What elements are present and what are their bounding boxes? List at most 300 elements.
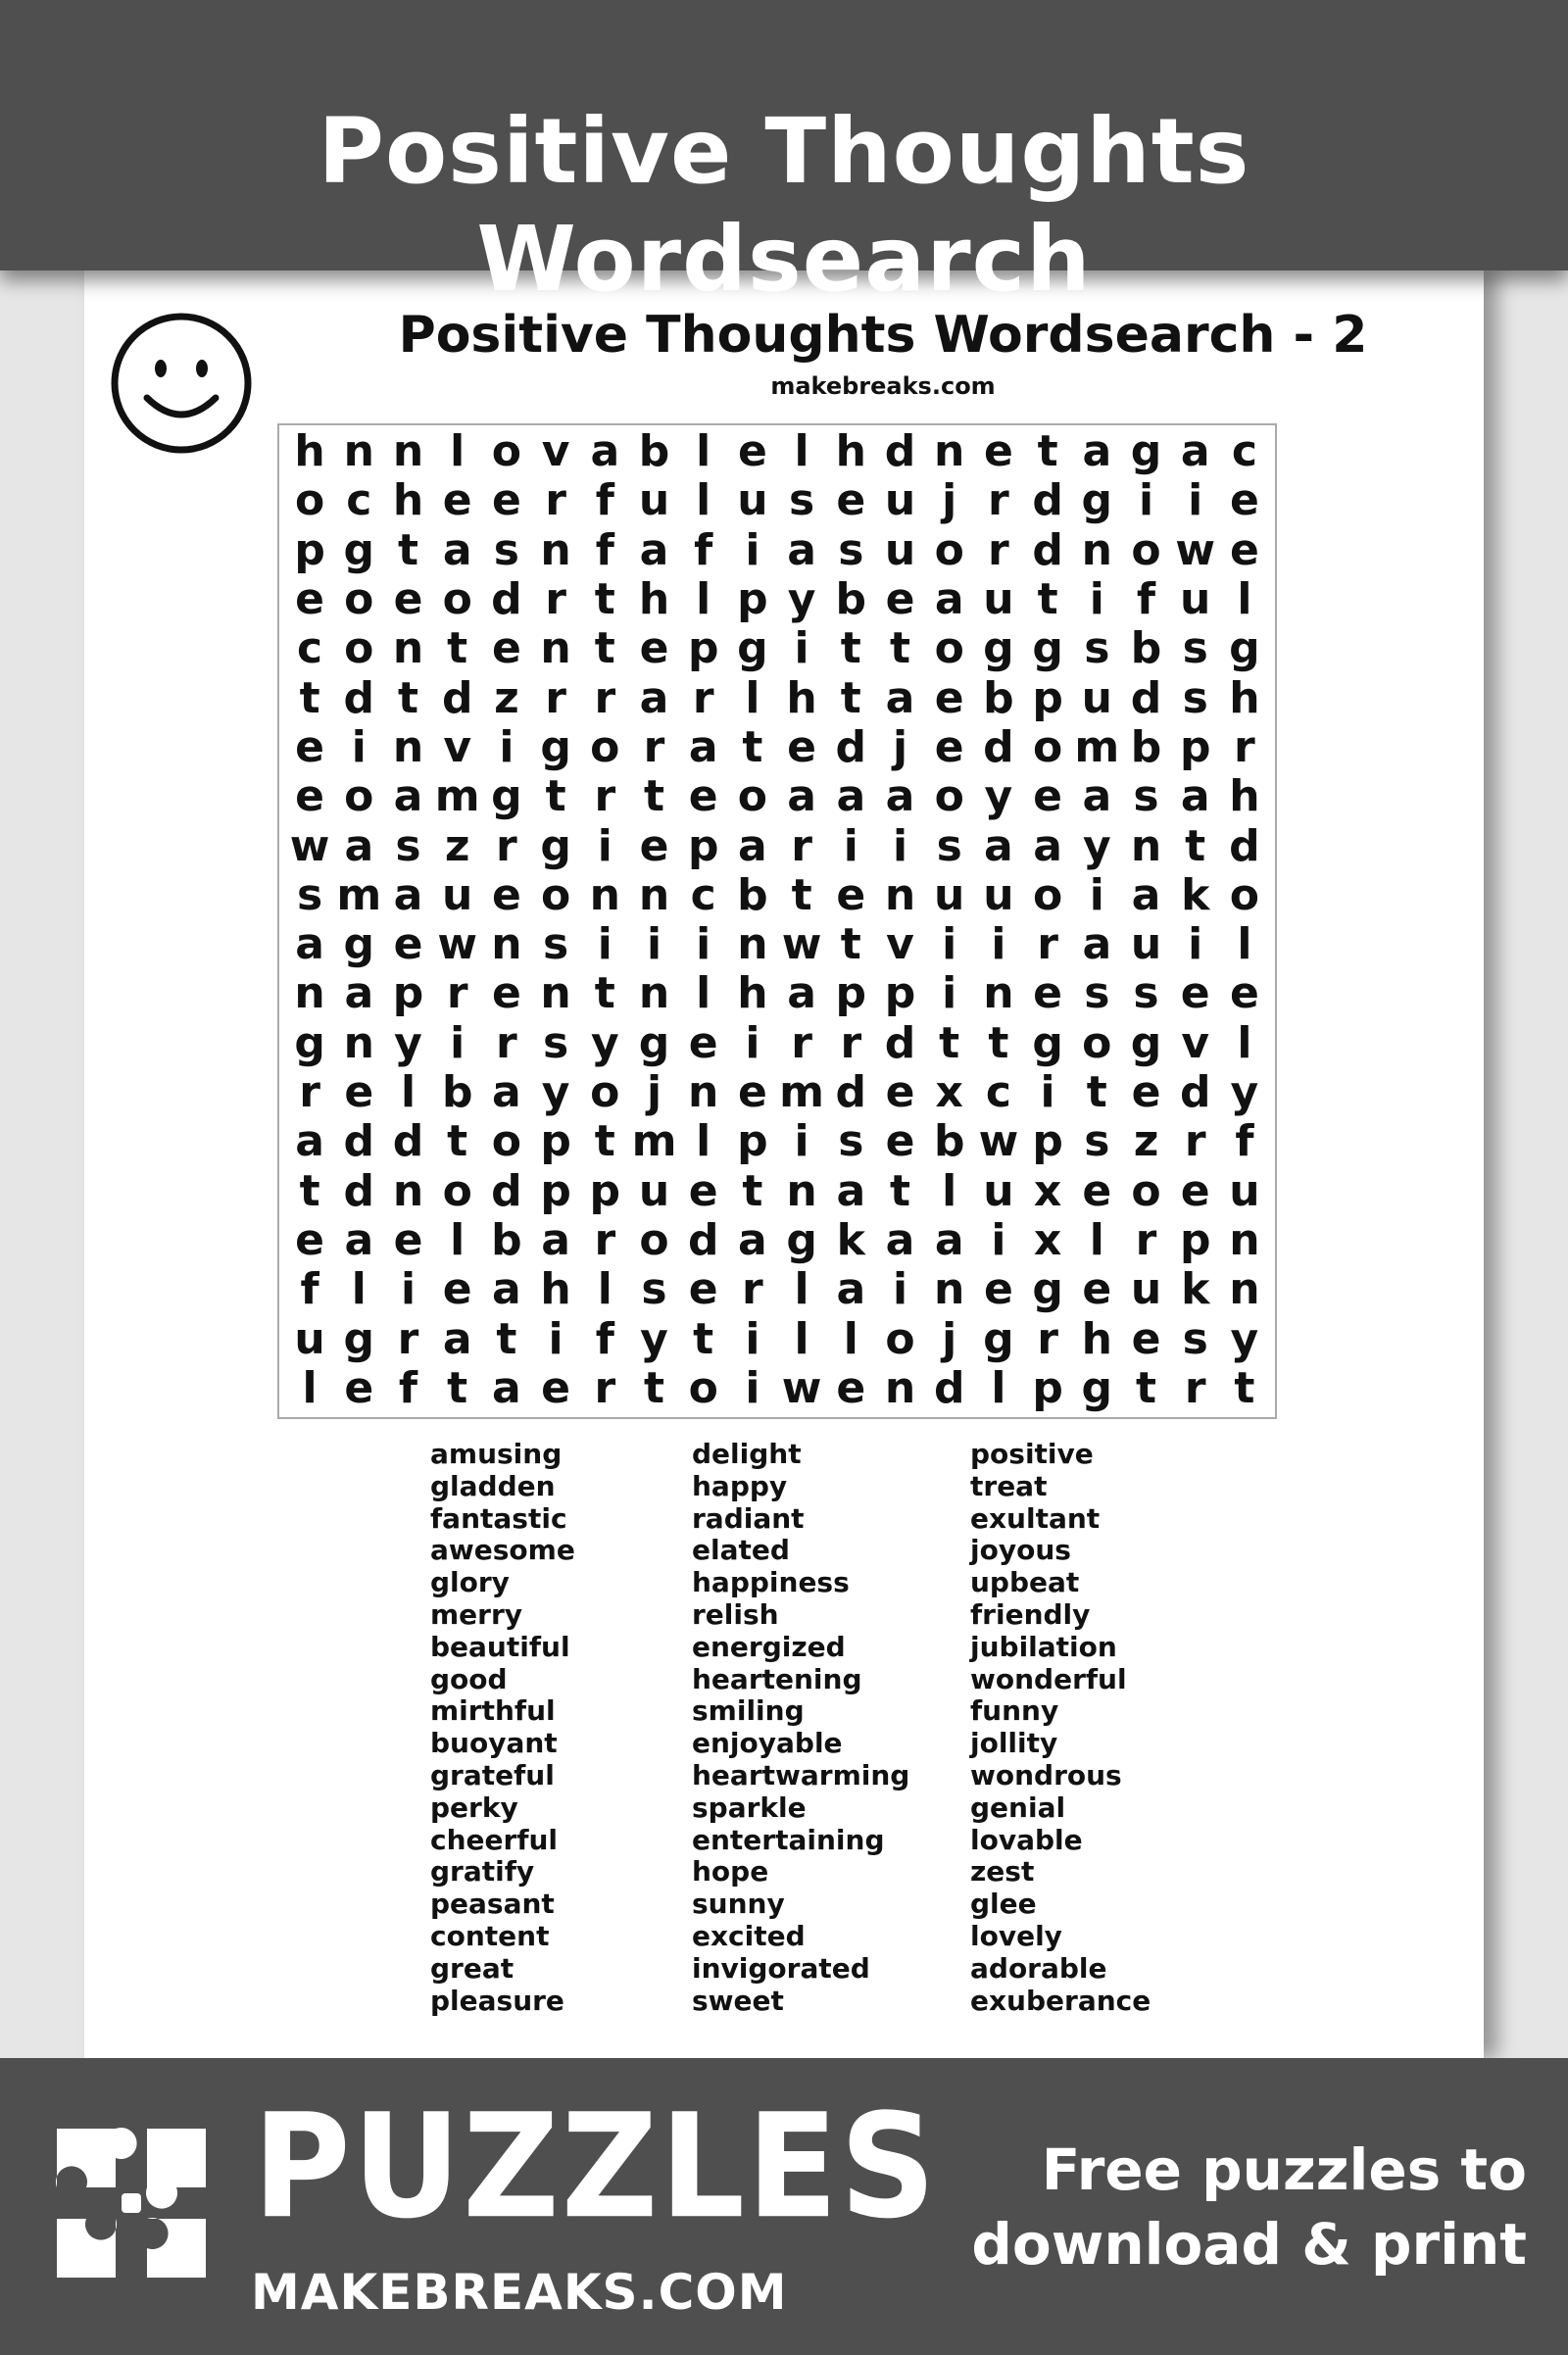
- grid-letter[interactable]: r: [446, 968, 468, 1019]
- grid-letter[interactable]: g: [1130, 426, 1162, 477]
- grid-letter[interactable]: i: [597, 820, 612, 871]
- grid-letter[interactable]: a: [344, 820, 374, 871]
- grid-letter[interactable]: a: [1180, 426, 1210, 477]
- grid-letter[interactable]: t: [643, 1362, 665, 1413]
- grid-letter[interactable]: a: [393, 869, 423, 920]
- grid-letter[interactable]: l: [1089, 1214, 1104, 1265]
- grid-letter[interactable]: x: [1033, 1214, 1062, 1265]
- grid-letter[interactable]: i: [892, 820, 908, 871]
- grid-letter[interactable]: g: [1032, 1264, 1063, 1315]
- grid-letter[interactable]: a: [984, 820, 1013, 871]
- grid-letter[interactable]: c: [985, 1067, 1011, 1118]
- grid-letter[interactable]: o: [344, 623, 374, 674]
- grid-letter[interactable]: d: [884, 426, 916, 477]
- grid-letter[interactable]: a: [492, 1264, 521, 1315]
- grid-letter[interactable]: g: [491, 771, 522, 822]
- grid-letter[interactable]: f: [1235, 1116, 1254, 1167]
- grid-letter[interactable]: g: [983, 1313, 1014, 1364]
- grid-letter[interactable]: h: [294, 426, 325, 477]
- grid-letter[interactable]: h: [638, 574, 670, 625]
- grid-letter[interactable]: e: [1229, 968, 1259, 1019]
- grid-letter[interactable]: r: [594, 1362, 616, 1413]
- grid-letter[interactable]: a: [836, 1165, 866, 1216]
- grid-letter[interactable]: u: [1180, 574, 1211, 625]
- grid-letter[interactable]: i: [942, 968, 957, 1019]
- grid-letter[interactable]: r: [594, 771, 616, 822]
- grid-letter[interactable]: e: [1180, 1165, 1210, 1216]
- grid-letter[interactable]: l: [1237, 574, 1252, 625]
- grid-letter[interactable]: e: [983, 426, 1013, 477]
- grid-letter[interactable]: g: [786, 1214, 817, 1265]
- grid-letter[interactable]: i: [1188, 475, 1203, 526]
- grid-letter[interactable]: a: [442, 524, 472, 575]
- grid-letter[interactable]: s: [1084, 968, 1110, 1019]
- grid-letter[interactable]: v: [886, 919, 914, 970]
- grid-letter[interactable]: h: [1081, 1313, 1112, 1364]
- grid-letter[interactable]: e: [491, 968, 521, 1019]
- grid-letter[interactable]: e: [1131, 1313, 1161, 1364]
- grid-letter[interactable]: a: [295, 1116, 324, 1167]
- grid-letter[interactable]: e: [934, 672, 964, 723]
- grid-letter[interactable]: l: [843, 1313, 858, 1364]
- grid-letter[interactable]: e: [541, 1362, 571, 1413]
- grid-letter[interactable]: y: [787, 574, 816, 625]
- grid-letter[interactable]: e: [1229, 524, 1259, 575]
- grid-letter[interactable]: a: [1180, 771, 1210, 822]
- grid-letter[interactable]: e: [688, 771, 718, 822]
- grid-letter[interactable]: t: [397, 524, 419, 575]
- grid-letter[interactable]: r: [988, 524, 1009, 575]
- grid-letter[interactable]: i: [745, 1313, 760, 1364]
- grid-letter[interactable]: f: [300, 1264, 319, 1315]
- grid-letter[interactable]: r: [594, 672, 616, 723]
- grid-letter[interactable]: e: [393, 574, 423, 625]
- grid-letter[interactable]: t: [299, 672, 320, 723]
- grid-letter[interactable]: c: [1231, 426, 1257, 477]
- grid-letter[interactable]: o: [1082, 1017, 1112, 1068]
- grid-letter[interactable]: p: [1179, 721, 1211, 772]
- grid-letter[interactable]: i: [745, 524, 760, 575]
- grid-letter[interactable]: x: [935, 1067, 963, 1118]
- grid-letter[interactable]: f: [694, 524, 713, 575]
- grid-letter[interactable]: e: [491, 869, 521, 920]
- grid-letter[interactable]: u: [983, 574, 1014, 625]
- grid-letter[interactable]: e: [442, 475, 472, 526]
- grid-letter[interactable]: r: [692, 672, 714, 723]
- grid-letter[interactable]: r: [742, 1264, 763, 1315]
- grid-letter[interactable]: a: [787, 771, 816, 822]
- grid-letter[interactable]: e: [934, 721, 964, 772]
- grid-letter[interactable]: y: [1082, 820, 1111, 871]
- grid-letter[interactable]: o: [885, 1313, 915, 1364]
- grid-letter[interactable]: m: [336, 869, 382, 920]
- grid-letter[interactable]: a: [934, 574, 964, 625]
- grid-letter[interactable]: k: [836, 1214, 865, 1265]
- grid-letter[interactable]: b: [1130, 623, 1162, 674]
- grid-letter[interactable]: n: [934, 1264, 965, 1315]
- grid-letter[interactable]: l: [1237, 1017, 1252, 1068]
- grid-letter[interactable]: f: [595, 1313, 614, 1364]
- grid-letter[interactable]: f: [595, 524, 614, 575]
- grid-letter[interactable]: g: [540, 721, 571, 772]
- grid-letter[interactable]: a: [492, 1067, 521, 1118]
- grid-letter[interactable]: l: [696, 426, 711, 477]
- grid-letter[interactable]: u: [934, 869, 965, 920]
- grid-letter[interactable]: b: [983, 672, 1014, 723]
- grid-letter[interactable]: u: [884, 524, 916, 575]
- grid-letter[interactable]: l: [794, 1313, 809, 1364]
- grid-letter[interactable]: s: [641, 1264, 667, 1315]
- grid-letter[interactable]: n: [884, 869, 916, 920]
- grid-letter[interactable]: e: [836, 869, 866, 920]
- grid-letter[interactable]: p: [392, 968, 424, 1019]
- grid-letter[interactable]: n: [1229, 1264, 1260, 1315]
- grid-letter[interactable]: a: [541, 1214, 570, 1265]
- grid-letter[interactable]: t: [840, 623, 861, 674]
- grid-letter[interactable]: t: [594, 574, 615, 625]
- grid-letter[interactable]: r: [545, 475, 566, 526]
- grid-letter[interactable]: t: [791, 869, 812, 920]
- grid-letter[interactable]: t: [1185, 820, 1206, 871]
- grid-letter[interactable]: n: [983, 968, 1014, 1019]
- grid-letter[interactable]: a: [885, 771, 915, 822]
- grid-letter[interactable]: i: [843, 820, 858, 871]
- grid-letter[interactable]: k: [1181, 869, 1210, 920]
- grid-letter[interactable]: t: [594, 968, 615, 1019]
- grid-letter[interactable]: b: [1130, 721, 1162, 772]
- grid-letter[interactable]: e: [787, 721, 817, 772]
- grid-letter[interactable]: a: [738, 1214, 767, 1265]
- grid-letter[interactable]: d: [835, 1067, 867, 1118]
- grid-letter[interactable]: y: [541, 1067, 570, 1118]
- grid-letter[interactable]: a: [295, 919, 324, 970]
- grid-letter[interactable]: d: [392, 1116, 424, 1167]
- grid-letter[interactable]: t: [643, 771, 665, 822]
- letter-grid[interactable]: [277, 423, 1277, 1419]
- grid-letter[interactable]: e: [491, 623, 521, 674]
- grid-letter[interactable]: p: [835, 968, 867, 1019]
- grid-letter[interactable]: t: [1037, 574, 1058, 625]
- grid-letter[interactable]: w: [781, 919, 822, 970]
- grid-letter[interactable]: r: [1037, 919, 1058, 970]
- grid-letter[interactable]: i: [1138, 475, 1154, 526]
- grid-letter[interactable]: a: [934, 1214, 964, 1265]
- grid-letter[interactable]: p: [1032, 1362, 1063, 1413]
- grid-letter[interactable]: r: [496, 1017, 517, 1068]
- grid-letter[interactable]: l: [302, 1362, 318, 1413]
- grid-letter[interactable]: a: [787, 968, 816, 1019]
- grid-letter[interactable]: e: [1082, 1264, 1112, 1315]
- grid-letter[interactable]: g: [1081, 475, 1113, 526]
- grid-letter[interactable]: l: [696, 1116, 711, 1167]
- grid-letter[interactable]: e: [688, 1264, 718, 1315]
- grid-letter[interactable]: d: [343, 1165, 375, 1216]
- grid-letter[interactable]: z: [444, 820, 470, 871]
- grid-letter[interactable]: n: [737, 919, 768, 970]
- grid-letter[interactable]: u: [638, 475, 670, 526]
- grid-letter[interactable]: s: [1182, 672, 1208, 723]
- grid-letter[interactable]: i: [794, 1116, 809, 1167]
- grid-letter[interactable]: b: [491, 1214, 522, 1265]
- grid-letter[interactable]: e: [1229, 475, 1259, 526]
- grid-letter[interactable]: r: [791, 820, 812, 871]
- grid-letter[interactable]: g: [343, 919, 375, 970]
- grid-letter[interactable]: t: [840, 672, 861, 723]
- grid-letter[interactable]: o: [1131, 524, 1161, 575]
- grid-letter[interactable]: t: [545, 771, 566, 822]
- grid-letter[interactable]: d: [491, 574, 522, 625]
- grid-letter[interactable]: d: [343, 672, 375, 723]
- grid-letter[interactable]: g: [638, 1017, 670, 1068]
- grid-letter[interactable]: t: [742, 1165, 763, 1216]
- grid-letter[interactable]: s: [1133, 771, 1159, 822]
- grid-letter[interactable]: e: [295, 721, 325, 772]
- grid-letter[interactable]: d: [1229, 820, 1260, 871]
- grid-letter[interactable]: b: [835, 574, 867, 625]
- grid-letter[interactable]: a: [639, 524, 669, 575]
- grid-letter[interactable]: o: [934, 623, 964, 674]
- grid-letter[interactable]: e: [295, 574, 325, 625]
- grid-letter[interactable]: e: [1131, 1067, 1161, 1118]
- grid-letter[interactable]: o: [639, 1214, 669, 1265]
- grid-letter[interactable]: n: [343, 1017, 374, 1068]
- grid-letter[interactable]: t: [939, 1017, 960, 1068]
- grid-letter[interactable]: d: [343, 1116, 375, 1167]
- grid-letter[interactable]: a: [639, 672, 669, 723]
- grid-letter[interactable]: v: [443, 721, 472, 772]
- grid-letter[interactable]: g: [1130, 1017, 1162, 1068]
- grid-letter[interactable]: s: [1133, 968, 1159, 1019]
- grid-letter[interactable]: t: [447, 1362, 468, 1413]
- grid-letter[interactable]: s: [1182, 623, 1208, 674]
- grid-letter[interactable]: j: [892, 721, 908, 772]
- grid-letter[interactable]: e: [836, 475, 866, 526]
- grid-letter[interactable]: o: [1032, 869, 1063, 920]
- grid-letter[interactable]: k: [1181, 1264, 1210, 1315]
- grid-letter[interactable]: h: [540, 1264, 571, 1315]
- grid-letter[interactable]: o: [737, 771, 768, 822]
- grid-letter[interactable]: s: [936, 820, 962, 871]
- grid-letter[interactable]: g: [343, 1313, 375, 1364]
- grid-letter[interactable]: d: [441, 672, 473, 723]
- grid-letter[interactable]: x: [1033, 1165, 1062, 1216]
- grid-letter[interactable]: t: [397, 672, 419, 723]
- grid-letter[interactable]: l: [794, 426, 809, 477]
- grid-letter[interactable]: r: [1184, 1116, 1206, 1167]
- grid-letter[interactable]: n: [294, 968, 325, 1019]
- grid-letter[interactable]: f: [595, 475, 614, 526]
- grid-letter[interactable]: u: [1081, 672, 1112, 723]
- grid-letter[interactable]: o: [1032, 721, 1063, 772]
- grid-letter[interactable]: g: [983, 623, 1014, 674]
- grid-letter[interactable]: n: [1130, 820, 1162, 871]
- grid-letter[interactable]: s: [1084, 623, 1110, 674]
- grid-letter[interactable]: h: [1229, 771, 1260, 822]
- grid-letter[interactable]: a: [344, 1214, 374, 1265]
- grid-letter[interactable]: n: [589, 869, 620, 920]
- grid-letter[interactable]: l: [696, 574, 711, 625]
- grid-letter[interactable]: r: [1037, 1313, 1058, 1364]
- grid-letter[interactable]: l: [351, 1264, 367, 1315]
- grid-letter[interactable]: t: [840, 919, 861, 970]
- grid-letter[interactable]: e: [295, 771, 325, 822]
- grid-letter[interactable]: i: [991, 919, 1006, 970]
- grid-letter[interactable]: p: [737, 1116, 768, 1167]
- grid-letter[interactable]: u: [983, 869, 1014, 920]
- grid-letter[interactable]: d: [933, 1362, 965, 1413]
- grid-letter[interactable]: t: [1234, 1362, 1255, 1413]
- grid-letter[interactable]: o: [491, 1116, 522, 1167]
- grid-letter[interactable]: i: [892, 1264, 908, 1315]
- grid-letter[interactable]: r: [1234, 721, 1255, 772]
- grid-letter[interactable]: e: [737, 426, 767, 477]
- grid-letter[interactable]: e: [639, 623, 669, 674]
- grid-letter[interactable]: p: [687, 820, 719, 871]
- grid-letter[interactable]: h: [737, 968, 768, 1019]
- grid-letter[interactable]: w: [978, 1116, 1019, 1167]
- grid-letter[interactable]: u: [1130, 1264, 1162, 1315]
- grid-letter[interactable]: r: [545, 574, 566, 625]
- grid-letter[interactable]: i: [696, 919, 711, 970]
- grid-letter[interactable]: o: [1131, 1165, 1161, 1216]
- grid-letter[interactable]: l: [450, 1214, 466, 1265]
- grid-letter[interactable]: n: [1081, 524, 1112, 575]
- grid-letter[interactable]: m: [1074, 721, 1120, 772]
- grid-letter[interactable]: o: [294, 475, 325, 526]
- grid-letter[interactable]: y: [590, 1017, 619, 1068]
- grid-letter[interactable]: s: [493, 524, 519, 575]
- grid-letter[interactable]: n: [392, 426, 424, 477]
- grid-letter[interactable]: o: [344, 574, 374, 625]
- grid-letter[interactable]: g: [737, 623, 768, 674]
- grid-letter[interactable]: o: [590, 721, 620, 772]
- grid-letter[interactable]: l: [745, 672, 760, 723]
- grid-letter[interactable]: l: [696, 968, 711, 1019]
- grid-letter[interactable]: i: [942, 919, 957, 970]
- grid-letter[interactable]: n: [934, 426, 965, 477]
- grid-letter[interactable]: u: [737, 475, 768, 526]
- grid-letter[interactable]: g: [294, 1017, 325, 1068]
- grid-letter[interactable]: p: [1179, 1214, 1211, 1265]
- grid-letter[interactable]: n: [638, 968, 670, 1019]
- grid-letter[interactable]: a: [1082, 426, 1112, 477]
- grid-letter[interactable]: g: [343, 524, 375, 575]
- grid-letter[interactable]: w: [1175, 524, 1216, 575]
- grid-letter[interactable]: i: [1040, 1067, 1055, 1118]
- grid-letter[interactable]: e: [1180, 968, 1210, 1019]
- grid-letter[interactable]: g: [1032, 1017, 1063, 1068]
- grid-letter[interactable]: a: [442, 1313, 472, 1364]
- grid-letter[interactable]: r: [1184, 1362, 1206, 1413]
- grid-letter[interactable]: l: [1237, 919, 1252, 970]
- grid-letter[interactable]: y: [1230, 1067, 1259, 1118]
- grid-letter[interactable]: h: [835, 426, 866, 477]
- grid-letter[interactable]: i: [745, 1017, 760, 1068]
- grid-letter[interactable]: a: [1033, 820, 1062, 871]
- grid-letter[interactable]: t: [693, 1313, 714, 1364]
- grid-letter[interactable]: l: [696, 475, 711, 526]
- grid-letter[interactable]: a: [688, 721, 718, 772]
- grid-letter[interactable]: w: [437, 919, 478, 970]
- grid-letter[interactable]: s: [1084, 1116, 1110, 1167]
- grid-letter[interactable]: i: [794, 623, 809, 674]
- grid-letter[interactable]: d: [1179, 1067, 1211, 1118]
- grid-letter[interactable]: e: [639, 820, 669, 871]
- grid-letter[interactable]: o: [688, 1362, 718, 1413]
- grid-letter[interactable]: e: [393, 919, 423, 970]
- grid-letter[interactable]: p: [540, 1165, 571, 1216]
- grid-letter[interactable]: p: [737, 574, 768, 625]
- grid-letter[interactable]: s: [788, 475, 815, 526]
- grid-letter[interactable]: e: [688, 1165, 718, 1216]
- grid-letter[interactable]: s: [838, 1116, 864, 1167]
- grid-letter[interactable]: e: [344, 1067, 374, 1118]
- grid-letter[interactable]: h: [786, 672, 817, 723]
- grid-letter[interactable]: t: [1135, 1362, 1157, 1413]
- grid-letter[interactable]: z: [494, 672, 519, 723]
- grid-letter[interactable]: e: [442, 1264, 472, 1315]
- grid-letter[interactable]: t: [889, 623, 911, 674]
- grid-letter[interactable]: r: [496, 820, 517, 871]
- grid-letter[interactable]: r: [840, 1017, 862, 1068]
- grid-letter[interactable]: l: [794, 1264, 809, 1315]
- grid-letter[interactable]: i: [991, 1214, 1006, 1265]
- grid-letter[interactable]: d: [983, 721, 1014, 772]
- grid-letter[interactable]: i: [646, 919, 662, 970]
- grid-letter[interactable]: e: [344, 1362, 374, 1413]
- grid-letter[interactable]: i: [1089, 574, 1104, 625]
- grid-letter[interactable]: b: [638, 426, 670, 477]
- grid-letter[interactable]: a: [1082, 771, 1112, 822]
- grid-letter[interactable]: e: [1033, 771, 1063, 822]
- grid-letter[interactable]: d: [884, 1017, 916, 1068]
- grid-letter[interactable]: t: [496, 1313, 517, 1364]
- grid-letter[interactable]: m: [434, 771, 480, 822]
- grid-letter[interactable]: j: [942, 475, 957, 526]
- grid-letter[interactable]: c: [346, 475, 372, 526]
- grid-letter[interactable]: d: [1130, 672, 1162, 723]
- grid-letter[interactable]: a: [393, 771, 423, 822]
- grid-letter[interactable]: i: [1188, 919, 1203, 970]
- grid-letter[interactable]: u: [884, 475, 916, 526]
- grid-letter[interactable]: t: [742, 721, 763, 772]
- grid-letter[interactable]: b: [441, 1067, 473, 1118]
- grid-letter[interactable]: a: [885, 672, 915, 723]
- grid-letter[interactable]: p: [1032, 672, 1063, 723]
- grid-letter[interactable]: n: [392, 721, 424, 772]
- grid-letter[interactable]: a: [344, 968, 374, 1019]
- grid-letter[interactable]: r: [1135, 1214, 1157, 1265]
- grid-letter[interactable]: v: [1181, 1017, 1210, 1068]
- grid-letter[interactable]: y: [640, 1313, 668, 1364]
- grid-letter[interactable]: e: [885, 574, 915, 625]
- grid-letter[interactable]: j: [646, 1067, 662, 1118]
- grid-letter[interactable]: r: [299, 1067, 320, 1118]
- grid-letter[interactable]: d: [687, 1214, 719, 1265]
- grid-letter[interactable]: o: [1229, 869, 1260, 920]
- grid-letter[interactable]: r: [643, 721, 665, 772]
- grid-letter[interactable]: a: [738, 820, 767, 871]
- grid-letter[interactable]: z: [1133, 1116, 1159, 1167]
- grid-letter[interactable]: g: [1032, 623, 1063, 674]
- grid-letter[interactable]: a: [836, 1264, 866, 1315]
- grid-letter[interactable]: u: [442, 869, 473, 920]
- grid-letter[interactable]: l: [400, 1067, 416, 1118]
- grid-letter[interactable]: y: [1230, 1313, 1259, 1364]
- grid-letter[interactable]: y: [984, 771, 1013, 822]
- grid-letter[interactable]: i: [450, 1017, 466, 1068]
- grid-letter[interactable]: a: [1082, 919, 1112, 970]
